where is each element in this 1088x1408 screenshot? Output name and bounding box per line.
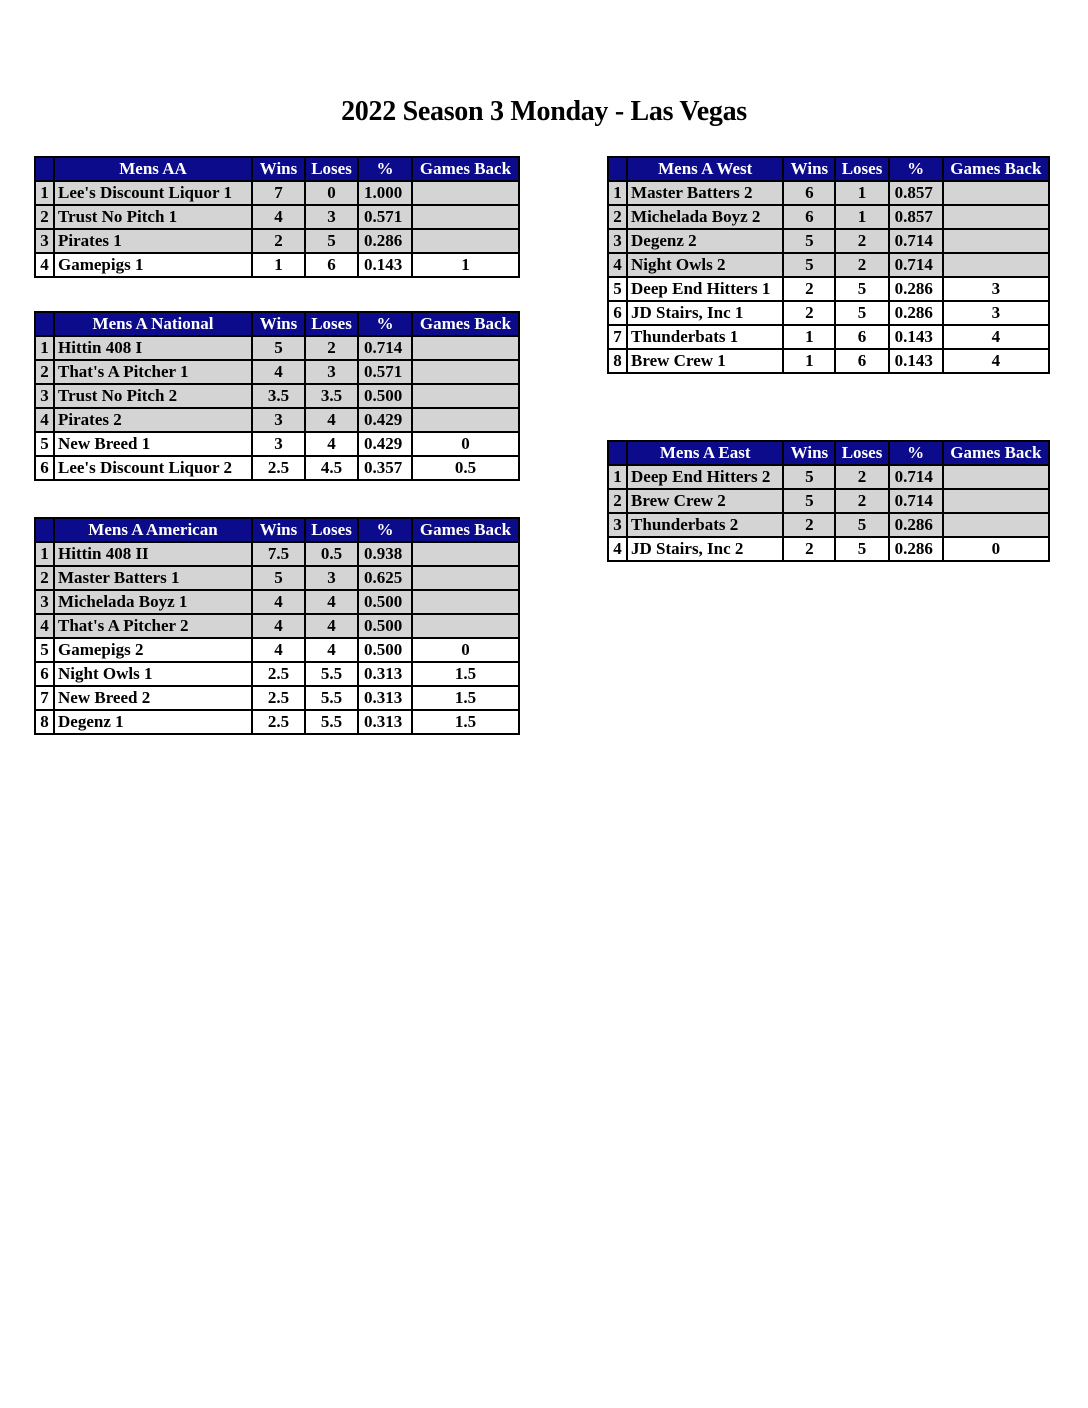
pct-cell: 0.714 <box>889 489 943 513</box>
wins-cell: 2 <box>252 229 305 253</box>
wins-cell: 5 <box>783 253 835 277</box>
pct-cell: 0.143 <box>889 349 943 373</box>
rank-cell: 4 <box>608 537 627 561</box>
pct-cell: 1.000 <box>358 181 412 205</box>
team-name: Michelada Boyz 2 <box>627 205 783 229</box>
wins-cell: 6 <box>783 205 835 229</box>
games-back-cell <box>412 542 519 566</box>
loses-header: Loses <box>835 441 888 465</box>
table-row <box>608 229 1049 253</box>
table-row <box>35 384 519 408</box>
table-header-row <box>608 157 1049 181</box>
wins-header: Wins <box>783 157 835 181</box>
rank-cell: 5 <box>608 277 627 301</box>
loses-cell: 4.5 <box>305 456 358 480</box>
loses-cell: 4 <box>305 590 358 614</box>
loses-cell: 2 <box>835 253 888 277</box>
rank-cell: 4 <box>35 408 54 432</box>
games-back-cell: 3 <box>943 277 1049 301</box>
loses-cell: 5 <box>835 513 888 537</box>
loses-cell: 3 <box>305 205 358 229</box>
pct-cell: 0.286 <box>889 513 943 537</box>
wins-cell: 4 <box>252 638 305 662</box>
pct-cell: 0.143 <box>889 325 943 349</box>
loses-cell: 3 <box>305 566 358 590</box>
division-name: Mens A National <box>54 312 252 336</box>
team-name: Hittin 408 I <box>54 336 252 360</box>
games-back-cell <box>412 384 519 408</box>
games-back-cell <box>412 614 519 638</box>
team-name: Thunderbats 2 <box>627 513 783 537</box>
rank-header <box>35 518 54 542</box>
wins-header: Wins <box>252 518 305 542</box>
rank-cell: 3 <box>35 590 54 614</box>
rank-cell: 4 <box>35 253 54 277</box>
pct-cell: 0.571 <box>358 205 412 229</box>
table-row <box>35 360 519 384</box>
team-name: Pirates 1 <box>54 229 252 253</box>
rank-cell: 1 <box>35 181 54 205</box>
wins-cell: 2 <box>783 537 835 561</box>
games-back-header: Games Back <box>943 157 1049 181</box>
team-name: Brew Crew 2 <box>627 489 783 513</box>
pct-cell: 0.286 <box>889 537 943 561</box>
loses-cell: 6 <box>305 253 358 277</box>
loses-header: Loses <box>835 157 888 181</box>
table-row <box>608 277 1049 301</box>
games-back-cell: 1.5 <box>412 686 519 710</box>
pct-cell: 0.429 <box>358 432 412 456</box>
loses-cell: 0.5 <box>305 542 358 566</box>
rank-cell: 8 <box>608 349 627 373</box>
loses-cell: 5.5 <box>305 686 358 710</box>
rank-cell: 6 <box>608 301 627 325</box>
wins-cell: 2 <box>783 513 835 537</box>
wins-cell: 4 <box>252 205 305 229</box>
wins-cell: 5 <box>252 566 305 590</box>
wins-cell: 2 <box>783 301 835 325</box>
standings-table-mens-a-american <box>34 517 520 735</box>
loses-header: Loses <box>305 312 358 336</box>
games-back-cell <box>943 253 1049 277</box>
pct-cell: 0.500 <box>358 590 412 614</box>
rank-cell: 6 <box>35 662 54 686</box>
rank-header <box>35 312 54 336</box>
rank-cell: 2 <box>35 566 54 590</box>
pct-cell: 0.313 <box>358 686 412 710</box>
table-row <box>35 456 519 480</box>
loses-cell: 1 <box>835 181 888 205</box>
loses-cell: 5.5 <box>305 710 358 734</box>
games-back-cell <box>412 336 519 360</box>
wins-cell: 3 <box>252 408 305 432</box>
pct-cell: 0.313 <box>358 662 412 686</box>
rank-cell: 5 <box>35 638 54 662</box>
pct-cell: 0.357 <box>358 456 412 480</box>
rank-cell: 2 <box>608 489 627 513</box>
table-row <box>608 349 1049 373</box>
team-name: Degenz 2 <box>627 229 783 253</box>
team-name: New Breed 1 <box>54 432 252 456</box>
pct-header: % <box>358 312 412 336</box>
wins-header: Wins <box>252 312 305 336</box>
rank-header <box>608 157 627 181</box>
pct-cell: 0.286 <box>889 277 943 301</box>
table-row <box>608 537 1049 561</box>
rank-cell: 2 <box>35 205 54 229</box>
table-row <box>35 710 519 734</box>
table-row <box>608 205 1049 229</box>
table-header-row <box>35 157 519 181</box>
games-back-cell: 0 <box>412 638 519 662</box>
wins-cell: 4 <box>252 590 305 614</box>
pct-cell: 0.286 <box>889 301 943 325</box>
games-back-header: Games Back <box>412 157 519 181</box>
team-name: Brew Crew 1 <box>627 349 783 373</box>
loses-cell: 3 <box>305 360 358 384</box>
table-row <box>608 181 1049 205</box>
loses-cell: 5.5 <box>305 662 358 686</box>
wins-cell: 4 <box>252 360 305 384</box>
team-name: Gamepigs 1 <box>54 253 252 277</box>
table-row <box>35 566 519 590</box>
table-row <box>608 465 1049 489</box>
games-back-cell <box>943 465 1049 489</box>
wins-cell: 6 <box>783 181 835 205</box>
wins-cell: 7.5 <box>252 542 305 566</box>
wins-header: Wins <box>252 157 305 181</box>
rank-cell: 7 <box>35 686 54 710</box>
team-name: Deep End Hitters 2 <box>627 465 783 489</box>
loses-cell: 2 <box>305 336 358 360</box>
team-name: Trust No Pitch 1 <box>54 205 252 229</box>
pct-header: % <box>889 157 943 181</box>
games-back-cell <box>943 489 1049 513</box>
games-back-cell <box>412 590 519 614</box>
wins-cell: 5 <box>783 229 835 253</box>
pct-cell: 0.857 <box>889 205 943 229</box>
pct-cell: 0.143 <box>358 253 412 277</box>
pct-cell: 0.500 <box>358 384 412 408</box>
wins-cell: 2.5 <box>252 662 305 686</box>
team-name: Master Batters 1 <box>54 566 252 590</box>
games-back-header: Games Back <box>412 312 519 336</box>
games-back-cell <box>412 408 519 432</box>
table-row <box>35 686 519 710</box>
pct-cell: 0.571 <box>358 360 412 384</box>
division-name: Mens A West <box>627 157 783 181</box>
team-name: Lee's Discount Liquor 1 <box>54 181 252 205</box>
rank-cell: 4 <box>608 253 627 277</box>
table-row <box>608 301 1049 325</box>
team-name: Michelada Boyz 1 <box>54 590 252 614</box>
table-row <box>35 205 519 229</box>
wins-cell: 1 <box>783 325 835 349</box>
loses-cell: 5 <box>835 537 888 561</box>
pct-cell: 0.938 <box>358 542 412 566</box>
games-back-cell: 0 <box>412 432 519 456</box>
games-back-header: Games Back <box>943 441 1049 465</box>
pct-cell: 0.500 <box>358 614 412 638</box>
games-back-cell: 4 <box>943 325 1049 349</box>
loses-cell: 5 <box>835 301 888 325</box>
rank-cell: 3 <box>35 384 54 408</box>
rank-cell: 3 <box>608 229 627 253</box>
wins-header: Wins <box>783 441 835 465</box>
rank-cell: 3 <box>35 229 54 253</box>
table-row <box>35 229 519 253</box>
rank-header <box>35 157 54 181</box>
table-row <box>608 253 1049 277</box>
wins-cell: 2.5 <box>252 686 305 710</box>
pct-cell: 0.857 <box>889 181 943 205</box>
division-name: Mens AA <box>54 157 252 181</box>
games-back-cell: 1.5 <box>412 710 519 734</box>
table-row <box>35 662 519 686</box>
team-name: Night Owls 1 <box>54 662 252 686</box>
wins-cell: 5 <box>783 465 835 489</box>
page-title: 2022 Season 3 Monday - Las Vegas <box>341 96 747 127</box>
standings-table-mens-a-east <box>607 440 1050 562</box>
pct-cell: 0.714 <box>358 336 412 360</box>
loses-cell: 1 <box>835 205 888 229</box>
games-back-cell <box>412 205 519 229</box>
rank-cell: 4 <box>35 614 54 638</box>
games-back-cell <box>412 229 519 253</box>
games-back-cell <box>943 181 1049 205</box>
wins-cell: 2.5 <box>252 456 305 480</box>
wins-cell: 4 <box>252 614 305 638</box>
pct-cell: 0.625 <box>358 566 412 590</box>
wins-cell: 2 <box>783 277 835 301</box>
loses-cell: 2 <box>835 229 888 253</box>
table-header-row <box>35 312 519 336</box>
pct-header: % <box>889 441 943 465</box>
table-row <box>35 542 519 566</box>
wins-cell: 2.5 <box>252 710 305 734</box>
pct-cell: 0.286 <box>358 229 412 253</box>
team-name: Hittin 408 II <box>54 542 252 566</box>
table-row <box>35 336 519 360</box>
team-name: Degenz 1 <box>54 710 252 734</box>
team-name: Thunderbats 1 <box>627 325 783 349</box>
wins-cell: 3 <box>252 432 305 456</box>
rank-cell: 2 <box>608 205 627 229</box>
team-name: Pirates 2 <box>54 408 252 432</box>
rank-cell: 1 <box>35 336 54 360</box>
table-header-row <box>35 518 519 542</box>
pct-cell: 0.429 <box>358 408 412 432</box>
games-back-cell: 1.5 <box>412 662 519 686</box>
games-back-cell: 0.5 <box>412 456 519 480</box>
table-row <box>608 325 1049 349</box>
games-back-cell <box>412 360 519 384</box>
games-back-cell: 0 <box>943 537 1049 561</box>
rank-cell: 1 <box>608 181 627 205</box>
rank-cell: 7 <box>608 325 627 349</box>
wins-cell: 3.5 <box>252 384 305 408</box>
loses-cell: 4 <box>305 408 358 432</box>
loses-cell: 5 <box>835 277 888 301</box>
rank-cell: 8 <box>35 710 54 734</box>
loses-cell: 6 <box>835 325 888 349</box>
table-row <box>35 614 519 638</box>
team-name: JD Stairs, Inc 2 <box>627 537 783 561</box>
standings-table-mens-a-west <box>607 156 1050 374</box>
loses-cell: 5 <box>305 229 358 253</box>
pct-header: % <box>358 518 412 542</box>
table-row <box>608 489 1049 513</box>
wins-cell: 7 <box>252 181 305 205</box>
games-back-cell: 4 <box>943 349 1049 373</box>
standings-table-mens-aa <box>34 156 520 278</box>
pct-cell: 0.313 <box>358 710 412 734</box>
wins-cell: 5 <box>783 489 835 513</box>
loses-header: Loses <box>305 157 358 181</box>
rank-cell: 1 <box>608 465 627 489</box>
team-name: Trust No Pitch 2 <box>54 384 252 408</box>
wins-cell: 5 <box>252 336 305 360</box>
rank-cell: 2 <box>35 360 54 384</box>
wins-cell: 1 <box>252 253 305 277</box>
team-name: Master Batters 2 <box>627 181 783 205</box>
loses-cell: 3.5 <box>305 384 358 408</box>
rank-cell: 6 <box>35 456 54 480</box>
team-name: That's A Pitcher 1 <box>54 360 252 384</box>
loses-header: Loses <box>305 518 358 542</box>
table-row <box>35 181 519 205</box>
games-back-cell <box>943 513 1049 537</box>
table-row <box>35 253 519 277</box>
table-row <box>35 590 519 614</box>
table-row <box>35 408 519 432</box>
table-row <box>35 432 519 456</box>
games-back-cell: 3 <box>943 301 1049 325</box>
loses-cell: 4 <box>305 432 358 456</box>
games-back-cell <box>943 205 1049 229</box>
games-back-cell <box>412 566 519 590</box>
wins-cell: 1 <box>783 349 835 373</box>
team-name: JD Stairs, Inc 1 <box>627 301 783 325</box>
team-name: Deep End Hitters 1 <box>627 277 783 301</box>
games-back-cell <box>412 181 519 205</box>
pct-cell: 0.714 <box>889 465 943 489</box>
pct-cell: 0.500 <box>358 638 412 662</box>
division-name: Mens A East <box>627 441 783 465</box>
rank-cell: 5 <box>35 432 54 456</box>
team-name: That's A Pitcher 2 <box>54 614 252 638</box>
rank-header <box>608 441 627 465</box>
table-row <box>608 513 1049 537</box>
loses-cell: 6 <box>835 349 888 373</box>
standings-table-mens-a-national <box>34 311 520 481</box>
loses-cell: 4 <box>305 614 358 638</box>
team-name: Lee's Discount Liquor 2 <box>54 456 252 480</box>
loses-cell: 0 <box>305 181 358 205</box>
pct-header: % <box>358 157 412 181</box>
rank-cell: 3 <box>608 513 627 537</box>
team-name: Night Owls 2 <box>627 253 783 277</box>
games-back-cell <box>943 229 1049 253</box>
division-name: Mens A American <box>54 518 252 542</box>
loses-cell: 2 <box>835 465 888 489</box>
loses-cell: 2 <box>835 489 888 513</box>
games-back-header: Games Back <box>412 518 519 542</box>
loses-cell: 4 <box>305 638 358 662</box>
games-back-cell: 1 <box>412 253 519 277</box>
team-name: Gamepigs 2 <box>54 638 252 662</box>
table-row <box>35 638 519 662</box>
rank-cell: 1 <box>35 542 54 566</box>
table-header-row <box>608 441 1049 465</box>
pct-cell: 0.714 <box>889 253 943 277</box>
pct-cell: 0.714 <box>889 229 943 253</box>
team-name: New Breed 2 <box>54 686 252 710</box>
